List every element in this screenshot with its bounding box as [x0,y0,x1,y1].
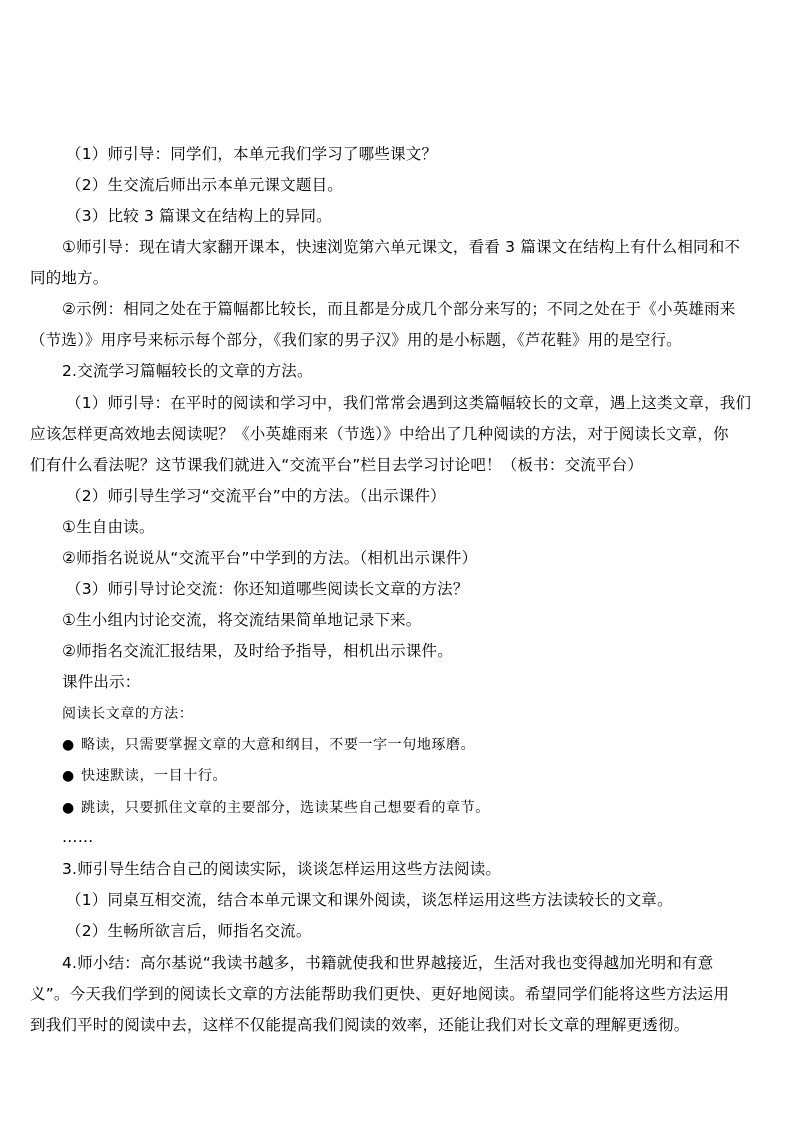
text-line: 们有什么看法呢？这节课我们就进入“交流平台”栏目去学习讨论吧！（板书：交流平台） [30,456,644,474]
bullet-item [62,797,762,819]
text-line: （1）同桌互相交流，结合本单元课文和课外阅读，谈怎样运用这些方法读较长的文章。 [66,891,673,909]
text-line: 义”。今天我们学到的阅读长文章的方法能帮助我们更快、更好地阅读。希望同学们能将这些方法运用 [30,985,730,1003]
text-line: ②师指名说说从“交流平台”中学到的方法。（相机出示课件） [62,549,478,567]
text-line: （2）生交流后师出示本单元课文题目。 [66,176,343,194]
text-line: （1）师引导：在平时的阅读和学习中，我们常常会遇到这类篇幅较长的文章，遇上这类文章，我们 [66,394,752,412]
ellipsis-line: …… [62,828,94,846]
bullet-icon: ● [62,768,75,784]
bullet-item [62,734,762,756]
text-line: （2）师引导生学习“交流平台”中的方法。（出示课件） [66,487,446,505]
bullet-text: 跳读，只要抓住文章的主要部分，选读某些自己想要看的章节。 [81,800,490,816]
text-line: ①师引导：现在请大家翻开课本，快速浏览第六单元课文，看看 3 篇课文在结构上有什么相同和不 [62,238,741,256]
text-line: 到我们平时的阅读中去，这样不仅能提高我们阅读的效率，还能让我们对长文章的理解更透彻。 [30,1016,690,1034]
text-line: 课件出示： [62,673,141,691]
text-line: ①生小组内讨论交流，将交流结果简单地记录下来。 [62,611,422,629]
bullet-item [62,765,762,787]
bullet-icon: ● [62,737,75,753]
text-line: （1）师引导：同学们，本单元我们学习了哪些课文？ [66,145,438,163]
text-line: （3）师引导讨论交流：你还知道哪些阅读长文章的方法？ [66,580,469,598]
text-line: （3）比较 3 篇课文在结构上的异同。 [66,207,332,225]
slide-heading: 阅读长文章的方法： [62,706,194,722]
text-line: 应该怎样更高效地去阅读呢？《小英雄雨来（节选）》中给出了几种阅读的方法，对于阅读长文章，你 [30,425,729,443]
text-line: ②师指名交流汇报结果，及时给予指导，相机出示课件。 [62,642,453,660]
text-line: 同的地方。 [30,269,109,287]
text-line: 2.交流学习篇幅较长的文章的方法。 [62,362,313,380]
text-line: ②示例：相同之处在于篇幅都比较长，而且都是分成几个部分来写的；不同之处在于《小英雄雨来 [62,300,736,318]
text-line: 4.师小结：高尔基说“我读书越多，书籍就使我和世界越接近，生活对我也变得越加光明和有意 [62,954,714,972]
bullet-text: 快速默读，一目十行。 [81,768,228,784]
bullet-icon: ● [62,800,75,816]
text-line: （节选）》用序号来标示每个部分，《我们家的男子汉》用的是小标题，《芦花鞋》用的是空行。 [30,331,682,349]
text-line: （2）生畅所欲言后，师指名交流。 [66,922,312,940]
bullet-text: 略读，只需要掌握文章的大意和纲目，不要一字一句地琢磨。 [81,737,476,753]
text-line: 3.师引导生结合自己的阅读实际，谈谈怎样运用这些方法阅读。 [62,860,502,878]
text-line: ①生自由读。 [62,518,155,536]
